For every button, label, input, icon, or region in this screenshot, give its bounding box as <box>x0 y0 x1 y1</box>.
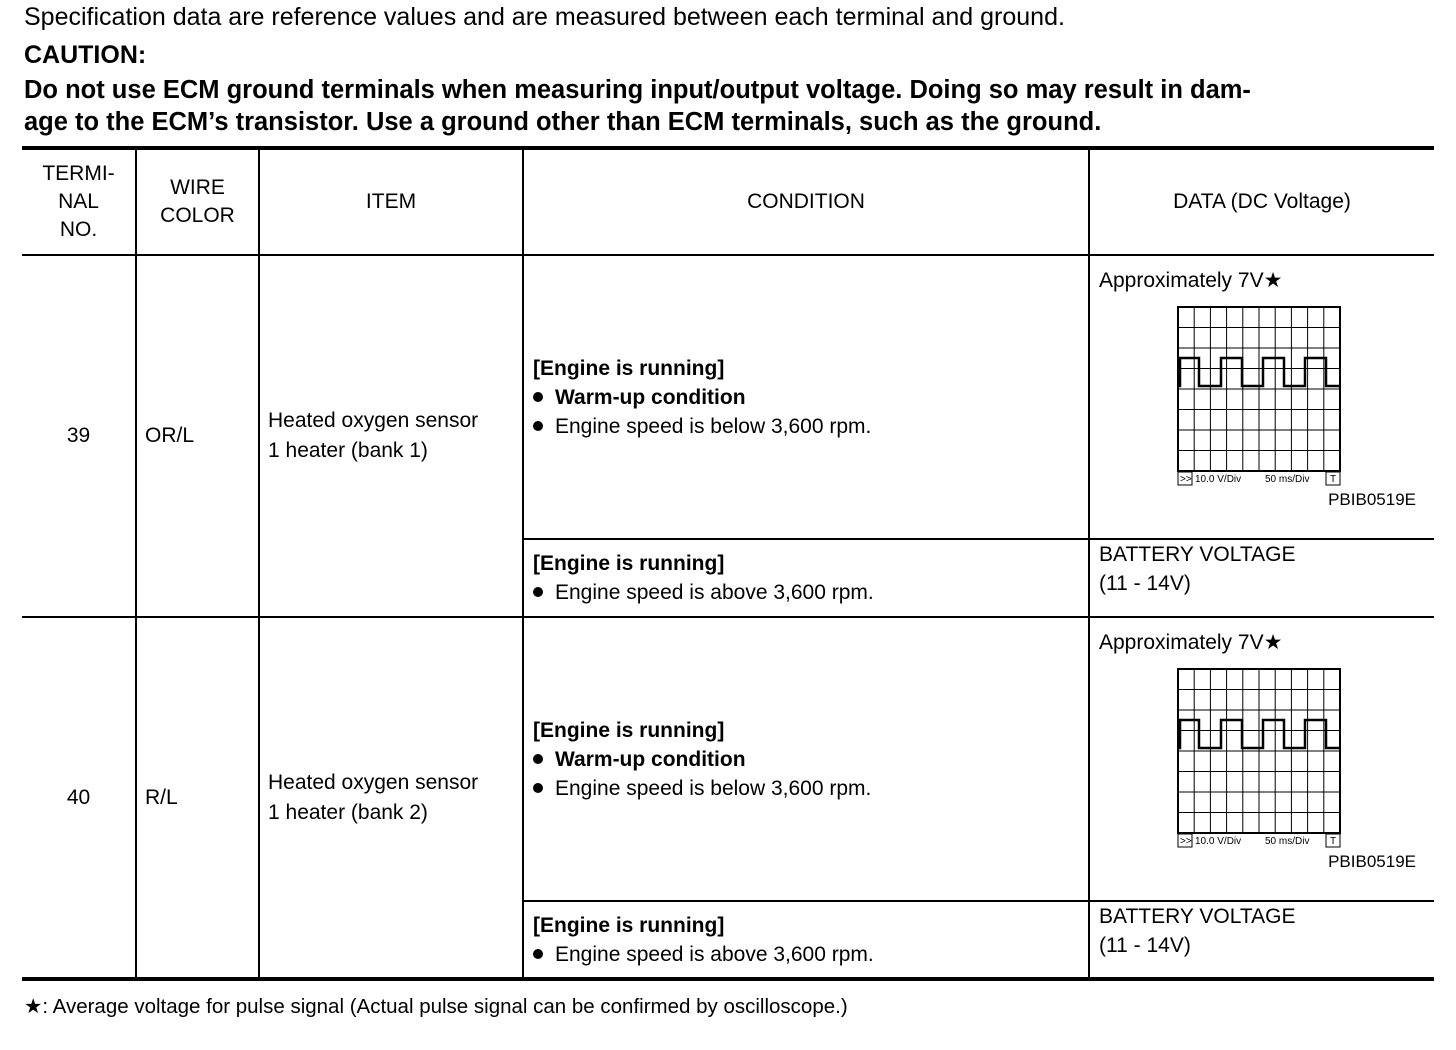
data-cell: BATTERY VOLTAGE (11 - 14V) <box>1089 539 1434 617</box>
header-item: ITEM <box>259 148 523 255</box>
scope-grid <box>1178 669 1340 833</box>
scope-time-div: 50 ms/Div <box>1265 474 1310 485</box>
scope-scale-bar <box>1178 472 1340 485</box>
terminal-number: 40 <box>22 617 136 979</box>
condition-cell <box>523 255 1089 539</box>
bullet-dot-icon <box>533 392 543 402</box>
caution-text <box>24 74 1436 138</box>
scope-scale-bar <box>1178 834 1340 847</box>
condition-bullet: Warm-up condition <box>533 745 1088 774</box>
scope-trigger-marker: T <box>1330 474 1337 485</box>
table-header-row <box>22 148 1434 255</box>
figure-id: PBIB0519E <box>1328 490 1416 509</box>
condition-heading: [Engine is running] <box>533 718 725 742</box>
intro-text: Specification data are reference values and are measured between each terminal and ground. <box>24 3 1065 31</box>
condition-bullet: Engine speed is above 3,600 rpm. <box>533 578 1088 607</box>
condition-cell <box>523 617 1089 901</box>
item-description: Heated oxygen sensor 1 heater (bank 1) <box>259 255 523 617</box>
condition-heading: [Engine is running] <box>533 356 725 380</box>
table-row <box>22 617 1434 901</box>
condition-bullet: Warm-up condition <box>533 383 1088 412</box>
wire-color: R/L <box>136 617 259 979</box>
bullet-dot-icon <box>533 421 543 431</box>
header-terminal-no: TERMI- NAL NO. <box>22 148 136 255</box>
bullet-dot-icon <box>533 949 543 959</box>
caution-line-2: age to the ECM’s transistor. Use a ground other than ECM terminals, such as the ground. <box>24 108 1102 136</box>
caution-line-1: Do not use ECM ground terminals when measuring input/output voltage. Doing so may result in dam- <box>24 76 1251 104</box>
oscilloscope-figure <box>1099 294 1434 522</box>
oscilloscope-waveform <box>1177 668 1343 850</box>
table-row <box>22 255 1434 539</box>
condition-cell <box>523 901 1089 979</box>
data-cell <box>1089 255 1434 539</box>
data-cell <box>1089 617 1434 901</box>
average-voltage-label: Approximately 7V★ <box>1099 269 1283 292</box>
header-wire-color: WIRE COLOR <box>136 148 259 255</box>
footnote: ★: Average voltage for pulse signal (Actual pulse signal can be confirmed by oscilloscope.) <box>24 995 848 1018</box>
caution-title: CAUTION: <box>24 41 147 69</box>
header-data: DATA (DC Voltage) <box>1089 148 1434 255</box>
condition-bullet: Engine speed is below 3,600 rpm. <box>533 412 1088 441</box>
data-cell: BATTERY VOLTAGE (11 - 14V) <box>1089 901 1434 979</box>
scope-time-div: 50 ms/Div <box>1265 836 1310 847</box>
average-voltage-label: Approximately 7V★ <box>1099 631 1283 654</box>
scope-trigger-marker: T <box>1330 836 1337 847</box>
scope-volt-div: 10.0 V/Div <box>1195 474 1242 485</box>
bullet-dot-icon <box>533 754 543 764</box>
header-condition: CONDITION <box>523 148 1089 255</box>
scope-grid <box>1178 307 1340 471</box>
condition-heading: [Engine is running] <box>533 552 725 575</box>
bullet-dot-icon <box>533 783 543 793</box>
oscilloscope-waveform <box>1177 306 1343 488</box>
scope-volt-div: 10.0 V/Div <box>1195 836 1242 847</box>
condition-bullet: Engine speed is above 3,600 rpm. <box>533 940 1088 969</box>
item-description: Heated oxygen sensor 1 heater (bank 2) <box>259 617 523 979</box>
scope-left-marker: >> <box>1180 836 1192 847</box>
bullet-dot-icon <box>533 587 543 597</box>
condition-bullet: Engine speed is below 3,600 rpm. <box>533 774 1088 803</box>
condition-cell <box>523 539 1089 617</box>
wire-color: OR/L <box>136 255 259 617</box>
scope-left-marker: >> <box>1180 474 1192 485</box>
figure-id: PBIB0519E <box>1328 852 1416 871</box>
condition-heading: [Engine is running] <box>533 913 725 937</box>
ecm-terminal-spec-table <box>22 146 1434 981</box>
oscilloscope-figure <box>1099 656 1434 884</box>
terminal-number: 39 <box>22 255 136 617</box>
